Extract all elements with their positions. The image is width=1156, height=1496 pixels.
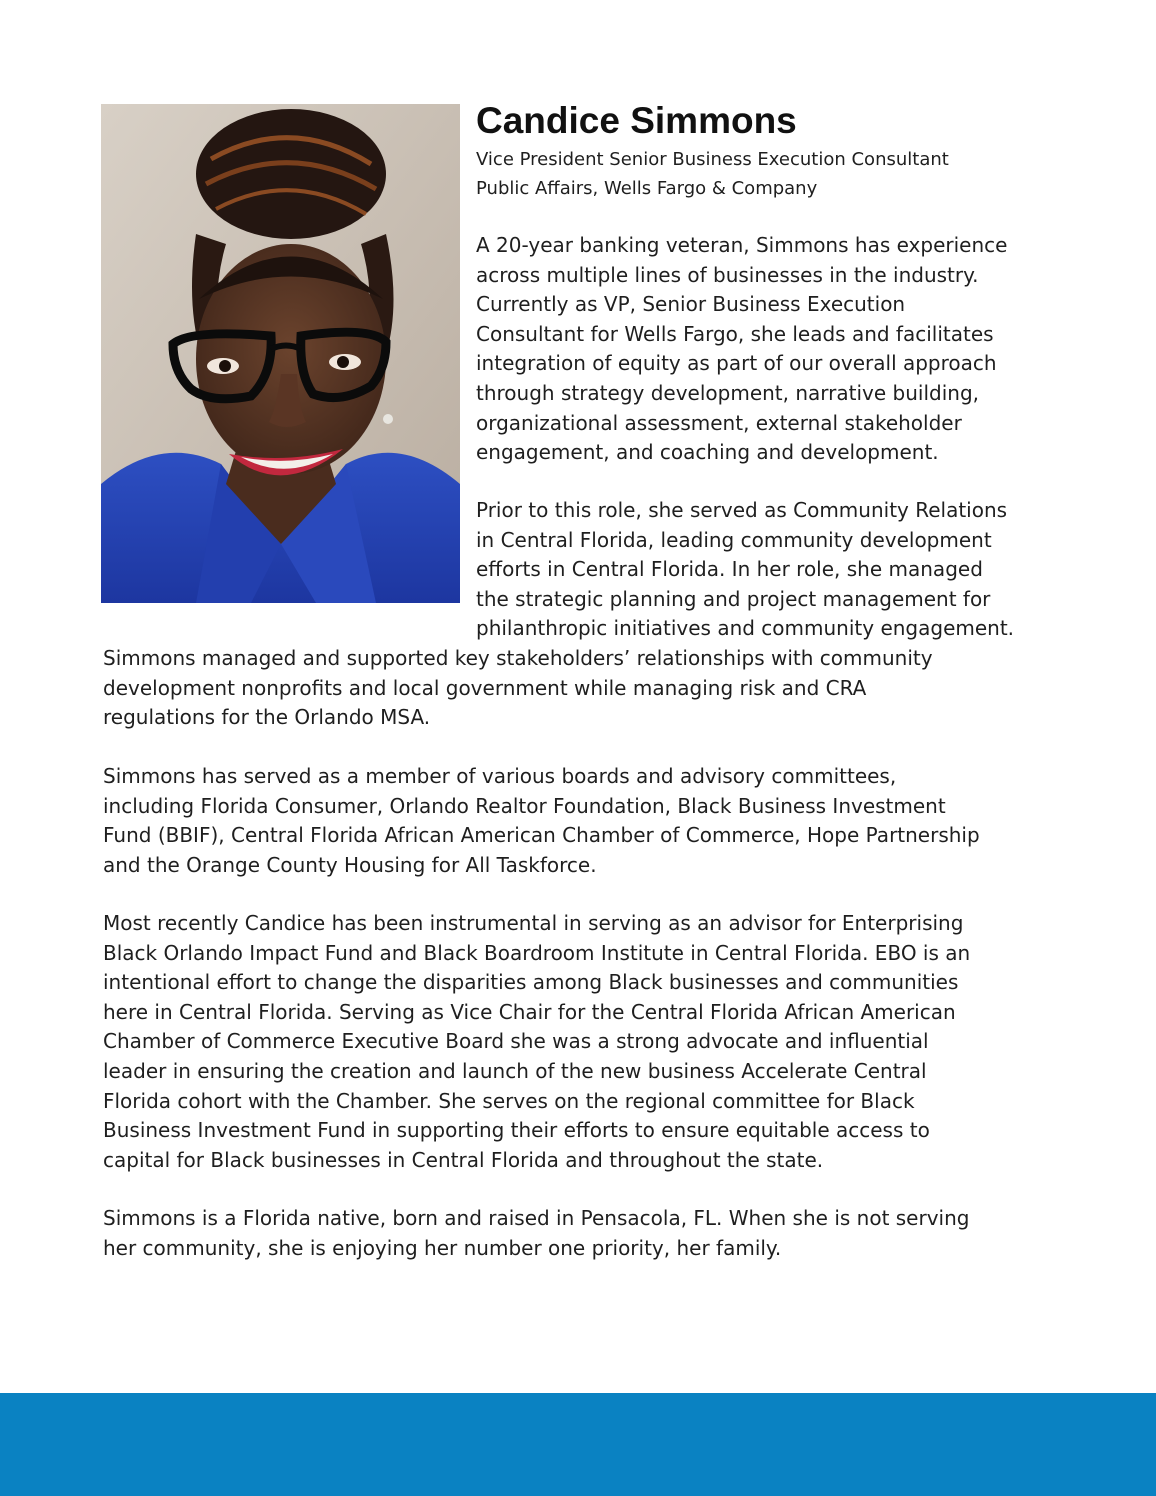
bio-line: regulations for the Orlando MSA. bbox=[103, 705, 431, 730]
bio-line: philanthropic initiatives and community engagement. bbox=[476, 616, 1015, 641]
person-name: Candice Simmons bbox=[476, 100, 797, 141]
bio-line: Simmons is a Florida native, born and raised in Pensacola, FL. When she is not serving bbox=[103, 1206, 970, 1230]
bio-line: Consultant for Wells Fargo, she leads and facilitates bbox=[476, 321, 994, 346]
bio-line: through strategy development, narrative building, bbox=[476, 380, 980, 405]
bio-line: the strategic planning and project management for bbox=[476, 586, 991, 611]
bio-line: her community, she is enjoying her number one priority, her family. bbox=[103, 1235, 782, 1260]
bio-line: intentional effort to change the disparities among Black businesses and communities bbox=[103, 970, 959, 995]
title-line: Public Affairs, Wells Fargo & Company bbox=[476, 178, 818, 199]
bio-line: development nonprofits and local government while managing risk and CRA bbox=[103, 675, 867, 700]
footer-bar bbox=[0, 1393, 1156, 1496]
bio-line: Most recently Candice has been instrumental in serving as an advisor for Enterprising bbox=[103, 911, 964, 935]
bio-line: Simmons has served as a member of various boards and advisory committees, bbox=[103, 764, 897, 788]
bio-line: Black Orlando Impact Fund and Black Boardroom Institute in Central Florida. EBO is an bbox=[103, 940, 971, 965]
bio-line: Business Investment Fund in supporting their efforts to ensure equitable access to bbox=[103, 1118, 930, 1143]
bio-line: A 20-year banking veteran, Simmons has experience bbox=[476, 233, 1008, 257]
bio-line: Chamber of Commerce Executive Board she was a strong advocate and influential bbox=[103, 1029, 929, 1054]
bio-paragraph-2-upper bbox=[476, 496, 1076, 644]
title-line: Vice President Senior Business Execution Consultant bbox=[476, 149, 949, 170]
person-title bbox=[476, 145, 949, 203]
portrait-photo-icon bbox=[101, 104, 460, 603]
bio-line: Fund (BBIF), Central Florida African American Chamber of Commerce, Hope Partnership bbox=[103, 823, 980, 848]
bio-paragraph-5 bbox=[103, 1204, 1093, 1263]
bio-line: Simmons managed and supported key stakeholders’ relationships with community bbox=[103, 646, 933, 670]
bio-line: Florida cohort with the Chamber. She serves on the regional committee for Black bbox=[103, 1088, 915, 1113]
bio-line: efforts in Central Florida. In her role, she managed bbox=[476, 557, 983, 582]
bio-paragraph-4 bbox=[103, 909, 1093, 1175]
bio-paragraph-2-lower bbox=[103, 644, 1093, 733]
bio-line: engagement, and coaching and development. bbox=[476, 440, 939, 465]
bio-line: Currently as VP, Senior Business Execution bbox=[476, 292, 906, 317]
bio-paragraph-1 bbox=[476, 231, 1076, 468]
profile-photo bbox=[101, 104, 460, 603]
bio-line: across multiple lines of businesses in the industry. bbox=[476, 262, 979, 287]
bio-line: in Central Florida, leading community development bbox=[476, 527, 992, 552]
bio-line: including Florida Consumer, Orlando Realtor Foundation, Black Business Investment bbox=[103, 793, 946, 818]
bio-line: here in Central Florida. Serving as Vice Chair for the Central Florida African American bbox=[103, 999, 956, 1024]
bio-line: leader in ensuring the creation and launch of the new business Accelerate Central bbox=[103, 1058, 927, 1083]
bio-line: Prior to this role, she served as Community Relations bbox=[476, 498, 1008, 522]
bio-line: integration of equity as part of our overall approach bbox=[476, 351, 997, 376]
bio-line: capital for Black businesses in Central Florida and throughout the state. bbox=[103, 1147, 824, 1172]
bio-line: organizational assessment, external stakeholder bbox=[476, 410, 962, 435]
bio-line: and the Orange County Housing for All Taskforce. bbox=[103, 852, 597, 877]
bio-paragraph-3 bbox=[103, 762, 1093, 880]
